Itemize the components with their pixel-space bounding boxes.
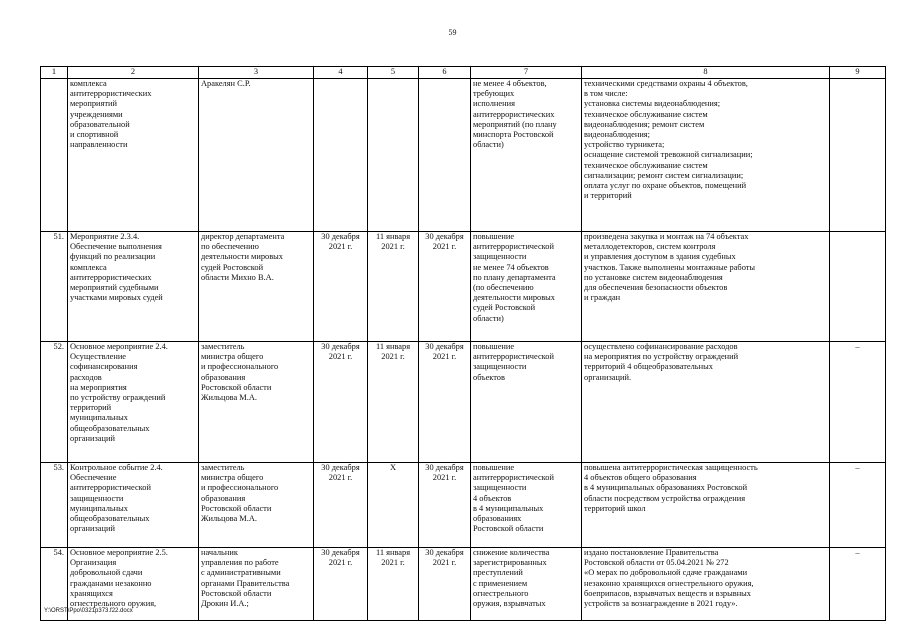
- column-header: 3: [199, 67, 314, 79]
- activity-cell: Основное мероприятие 2.4. Осуществление софинансирования расходов на мероприятия по устройству ограждений территорий муниципальных общеобразовательных организаций: [68, 342, 199, 463]
- note-cell: [830, 232, 886, 342]
- planned-result-cell: не менее 4 объектов, требующих исполнения антитеррористических мероприятий (по плану минспорта Ростовской области): [471, 79, 582, 232]
- planned-date-cell: 30 декабря 2021 г.: [314, 232, 368, 342]
- column-header: 9: [830, 67, 886, 79]
- start-date-cell: 11 января 2021 г.: [368, 342, 419, 463]
- table-row: [41, 342, 886, 463]
- table-header-row: [41, 67, 886, 79]
- note-cell: –: [830, 548, 886, 621]
- row-number-cell: [41, 79, 68, 232]
- activity-cell: комплекса антитеррористических мероприятий учреждениями образовательной и спортивной направленности: [68, 79, 199, 232]
- end-date-cell: 30 декабря 2021 г.: [419, 463, 471, 548]
- table-row: [41, 548, 886, 621]
- file-path-footer: Y:\ORST\Ppo\0321p373.f22.docx: [44, 608, 133, 614]
- responsible-cell: заместитель министра общего и профессионального образования Ростовской области Жильцова М.А.: [199, 463, 314, 548]
- note-cell: –: [830, 342, 886, 463]
- planned-date-cell: 30 декабря 2021 г.: [314, 548, 368, 621]
- column-header: 2: [68, 67, 199, 79]
- row-number-cell: 52.: [41, 342, 68, 463]
- actual-result-cell: техническими средствами охраны 4 объектов, в том числе: установка системы видеонаблюдения; техническое обслуживание систем видеонаблюдения; ремонт систем видеонаблюдения; устройство турникета; оснащение системой тревожной сигнализации; техническое обслуживание систем сигнализации; ремонт систем сигнализации; оплата услуг по охране объектов, помещений и территорий: [582, 79, 830, 232]
- start-date-cell: X: [368, 463, 419, 548]
- responsible-cell: директор департамента по обеспечению деятельности мировых судей Ростовской области Михно В.А.: [199, 232, 314, 342]
- planned-result-cell: снижение количества зарегистрированных преступлений с применением огнестрельного оружия, взрывчатых: [471, 548, 582, 621]
- end-date-cell: [419, 79, 471, 232]
- actual-result-cell: повышена антитеррористическая защищенность 4 объектов общего образования в 4 муниципальных образованиях Ростовской области посредством устройства ограждения территорий школ: [582, 463, 830, 548]
- actual-result-cell: произведена закупка и монтаж на 74 объектах металлодетекторов, систем контроля и управления доступом в здания судебных участков. Также выполнены монтажные работы по установке систем видеонаблюдения для обеспечения безопасности объектов и граждан: [582, 232, 830, 342]
- column-header: 5: [368, 67, 419, 79]
- table-row: [41, 232, 886, 342]
- activity-cell: Контрольное событие 2.4. Обеспечение антитеррористической защищенности муниципальных общеобразовательных организаций: [68, 463, 199, 548]
- table-row: [41, 463, 886, 548]
- end-date-cell: 30 декабря 2021 г.: [419, 342, 471, 463]
- planned-result-cell: повышение антитеррористической защищенности 4 объектов в 4 муниципальных образованиях Ростовской области: [471, 463, 582, 548]
- column-header: 8: [582, 67, 830, 79]
- note-cell: –: [830, 463, 886, 548]
- start-date-cell: 11 января 2021 г.: [368, 232, 419, 342]
- row-number-cell: 51.: [41, 232, 68, 342]
- planned-result-cell: повышение антитеррористической защищенности не менее 74 объектов по плану департамента (по обеспечению деятельности мировых судей Ростовской области): [471, 232, 582, 342]
- end-date-cell: 30 декабря 2021 г.: [419, 232, 471, 342]
- planned-date-cell: [314, 79, 368, 232]
- planned-date-cell: 30 декабря 2021 г.: [314, 463, 368, 548]
- column-header: 1: [41, 67, 68, 79]
- planned-date-cell: 30 декабря 2021 г.: [314, 342, 368, 463]
- column-header: 6: [419, 67, 471, 79]
- start-date-cell: [368, 79, 419, 232]
- note-cell: [830, 79, 886, 232]
- responsible-cell: начальник управления по работе с административными органами Правительства Ростовской области Дрокин И.А.;: [199, 548, 314, 621]
- planned-result-cell: повышение антитеррористической защищенности объектов: [471, 342, 582, 463]
- start-date-cell: 11 января 2021 г.: [368, 548, 419, 621]
- report-table: [40, 66, 886, 621]
- table-row: [41, 79, 886, 232]
- page-number: 59: [448, 28, 457, 37]
- row-number-cell: 54.: [41, 548, 68, 621]
- column-header: 7: [471, 67, 582, 79]
- actual-result-cell: осуществлено софинансирование расходов на мероприятия по устройству ограждений территорий 4 общеобразовательных организаций.: [582, 342, 830, 463]
- actual-result-cell: издано постановление Правительства Ростовской области от 05.04.2021 № 272 «О мерах по добровольной сдаче гражданами незаконно хранящихся огнестрельного оружия, боеприпасов, взрывчатых веществ и взрывных устройств за вознаграждение в 2021 году».: [582, 548, 830, 621]
- end-date-cell: 30 декабря 2021 г.: [419, 548, 471, 621]
- activity-cell: Мероприятие 2.3.4. Обеспечение выполнения функций по реализации комплекса антитеррористических мероприятий судебными участками мировых судей: [68, 232, 199, 342]
- activity-cell: Основное мероприятие 2.5. Организация добровольной сдачи гражданами незаконно хранящихся огнестрельного оружия,: [68, 548, 199, 621]
- column-header: 4: [314, 67, 368, 79]
- responsible-cell: заместитель министра общего и профессионального образования Ростовской области Жильцова М.А.: [199, 342, 314, 463]
- responsible-cell: Аракелян С.Р.: [199, 79, 314, 232]
- row-number-cell: 53.: [41, 463, 68, 548]
